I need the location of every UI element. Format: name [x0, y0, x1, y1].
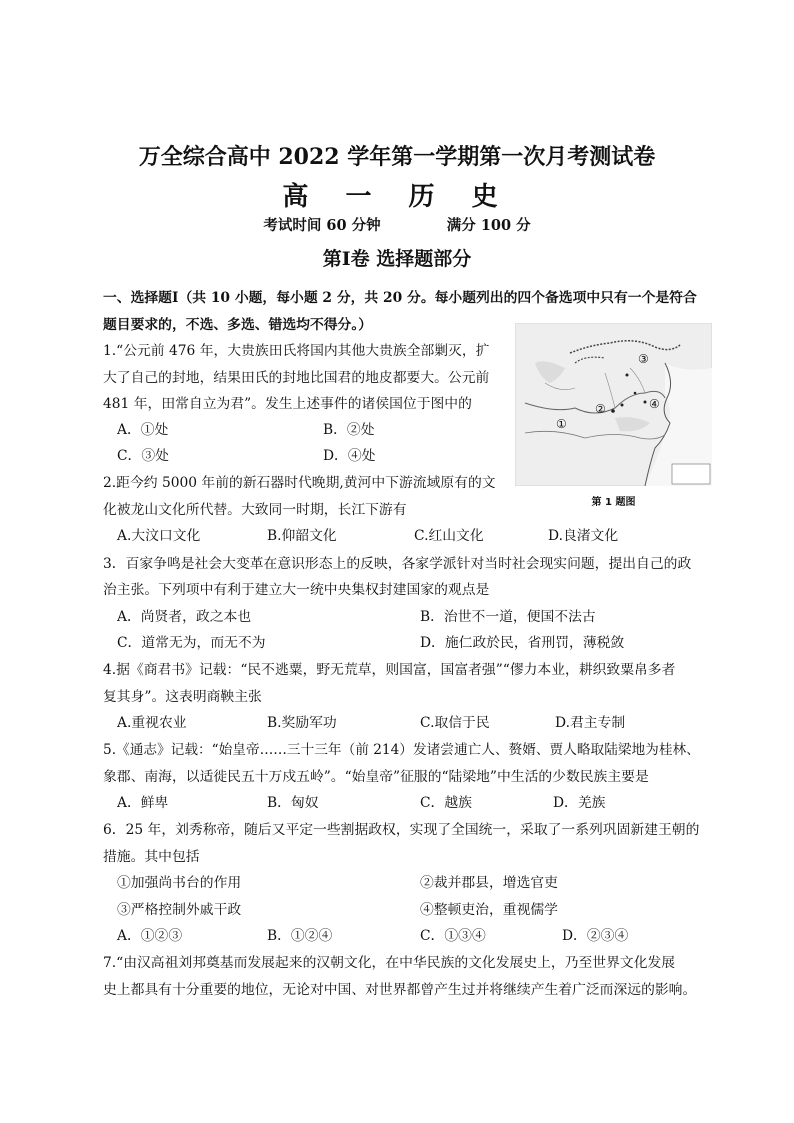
- q6-option-b: B．①②④: [267, 928, 333, 944]
- exam-title: 万全综合高中 2022 学年第一学期第一次月考测试卷: [138, 144, 656, 170]
- q3-line1: 3．百家争鸣是社会大变革在意识形态上的反映，各家学派针对当时社会现实问题，提出自己的政: [103, 556, 692, 572]
- subject-title: 高 一 历 史: [282, 182, 512, 212]
- q1-option-a: A．①处: [117, 422, 169, 438]
- full-score: 满分 100 分: [446, 217, 531, 234]
- q6-option-d: D．②③④: [562, 928, 629, 944]
- q1-option-b: B．②处: [323, 422, 375, 438]
- q3-option-b: B．治世不一道，便国不法古: [420, 609, 596, 625]
- q6-statement-4: ④整顿吏治，重视儒学: [420, 902, 558, 918]
- q3-option-c: C．道常无为，而无不为: [117, 635, 266, 651]
- q1-line3: 481 年，田常自立为君”。发生上述事件的诸侯国位于图中的: [103, 396, 472, 412]
- q5-option-d: D．羌族: [553, 795, 606, 811]
- question-1-map: [515, 323, 712, 486]
- q2-option-c: C.红山文化: [414, 528, 484, 544]
- q2-line2: 化被龙山文化所代替。大致同一时期，长江下游有: [103, 502, 407, 518]
- map-marker-3: ③: [638, 352, 649, 366]
- section-instruction-line1: 一、选择题Ⅰ（共 10 小题，每小题 2 分，共 20 分。每小题列出的四个备选项中只有一个是符合: [103, 290, 697, 306]
- exam-info: [0, 214, 794, 235]
- q4-option-a: A.重视农业: [117, 715, 187, 731]
- q6-statement-2: ②裁并郡县，增选官吏: [420, 875, 558, 891]
- figure-caption: 第 1 题图: [591, 497, 636, 508]
- q1-line1: 1.“公元前 476 年，大贵族田氏将国内其他大贵族全部剿灭，扩: [103, 343, 490, 359]
- exam-time: 考试时间 60 分钟: [263, 217, 381, 234]
- q1-line2: 大了自己的封地，结果田氏的封地比国君的地皮都要大。公元前: [103, 370, 490, 386]
- q4-option-c: C.取信于民: [420, 715, 490, 731]
- q2-option-b: B.仰韶文化: [267, 528, 337, 544]
- q7-line1: 7.“由汉高祖刘邦奠基而发展起来的汉朝文化，在中华民族的文化发展史上，乃至世界文化发展: [103, 955, 676, 971]
- q4-line2: 复其身”。这表明商鞅主张: [103, 689, 262, 705]
- q4-option-d: D.君主专制: [555, 715, 626, 731]
- q5-line2: 象郡、南海，以适徙民五十万戍五岭”。“始皇帝”征服的“陆梁地”中生活的少数民族主要是: [103, 769, 649, 785]
- q6-option-c: C．①③④: [420, 928, 486, 944]
- q1-option-c: C．③处: [117, 448, 169, 464]
- q3-line2: 治主张。下列项中有利于建立大一统中央集权封建国家的观点是: [103, 582, 490, 598]
- map-marker-1: ①: [556, 417, 567, 431]
- q5-option-c: C．越族: [420, 795, 472, 811]
- map-marker-4: ④: [649, 397, 660, 411]
- q6-line2: 措施。其中包括: [103, 849, 200, 865]
- q2-line1: 2.距今约 5000 年前的新石器时代晚期,黄河中下游流域原有的文: [103, 475, 496, 491]
- q6-statement-3: ③严格控制外戚干政: [117, 902, 242, 918]
- q3-option-a: A．尚贤者，政之本也: [117, 609, 252, 625]
- q5-option-b: B．匈奴: [267, 795, 319, 811]
- q2-option-d: D.良渚文化: [548, 528, 619, 544]
- map-marker-2: ②: [595, 402, 606, 416]
- q6-line1: 6．25 年，刘秀称帝，随后又平定一些割据政权，实现了全国统一，采取了一系列巩固新建王朝的: [103, 822, 700, 838]
- q3-option-d: D．施仁政於民，省刑罚，薄税敛: [420, 635, 625, 651]
- q4-option-b: B.奖励军功: [267, 715, 337, 731]
- q7-line2: 史上都具有十分重要的地位，无论对中国、对世界都曾产生过并将继续产生着广泛而深远的影响。: [103, 982, 697, 998]
- q6-option-a: A．①②③: [117, 928, 183, 944]
- q4-line1: 4.据《商君书》记载：“民不逃粟，野无荒草，则国富，国富者强”“僇力本业，耕织致粟帛多者: [103, 662, 676, 678]
- section-instruction-line2: 题目要求的，不选、多选、错选均不得分。）: [103, 317, 373, 333]
- part-heading: 第Ⅰ卷 选择题部分: [322, 248, 472, 270]
- q2-option-a: A.大汶口文化: [117, 528, 201, 544]
- q5-option-a: A．鲜卑: [117, 795, 169, 811]
- q1-option-d: D．④处: [323, 448, 376, 464]
- q6-statement-1: ①加强尚书台的作用: [117, 875, 242, 891]
- q5-line1: 5.《通志》记载：“始皇帝……三十三年（前 214）发诸尝逋亡人、赘婿、贾人略取陆梁地为桂林、: [103, 742, 700, 758]
